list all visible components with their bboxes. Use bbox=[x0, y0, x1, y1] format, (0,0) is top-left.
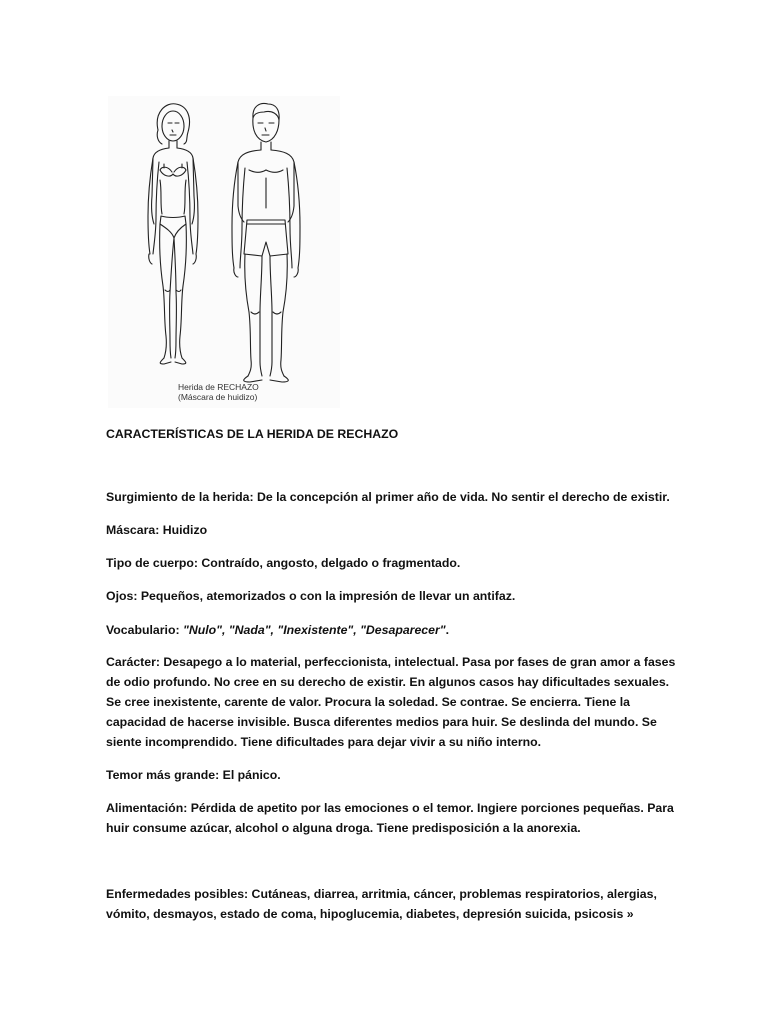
paragraph-enfermedades: Enfermedades posibles: Cutáneas, diarrea, arritmia, cáncer, problemas respiratorios, alergias, vómito, desmayos, estado de coma, hipoglucemia, diabetes, depresión suicida, psicosis » bbox=[106, 887, 657, 921]
vocabulario-words: "Nulo", "Nada", "Inexistente", "Desaparecer" bbox=[182, 623, 446, 637]
paragraph-temor: Temor más grande: El pánico. bbox=[106, 768, 281, 782]
paragraph-tipo-cuerpo: Tipo de cuerpo: Contraído, angosto, delgado o fragmentado. bbox=[106, 556, 461, 570]
paragraph-ojos: Ojos: Pequeños, atemorizados o con la impresión de llevar un antifaz. bbox=[106, 589, 516, 603]
caption-line-2: (Máscara de huidizo) bbox=[178, 392, 258, 402]
paragraph-alimentacion: Alimentación: Pérdida de apetito por las emociones o el temor. Ingiere porciones pequeñas. Para huir consume azúcar, alcohol o alguna droga. Tiene predisposición a la anorexia. bbox=[106, 801, 674, 835]
vocabulario-label: Vocabulario: bbox=[106, 623, 183, 637]
figures-drawing bbox=[108, 96, 340, 408]
woman-figure bbox=[148, 104, 198, 364]
paragraph-mascara: Máscara: Huidizo bbox=[106, 523, 208, 537]
paragraph-surgimiento: Surgimiento de la herida: De la concepción al primer año de vida. No sentir el derecho de existir. bbox=[106, 490, 670, 504]
section-heading: CARACTERÍSTICAS DE LA HERIDA DE RECHAZO bbox=[106, 427, 399, 441]
paragraph-caracter: Carácter: Desapego a lo material, perfeccionista, intelectual. Pasa por fases de gran amor a fases de odio profundo. No cree en su derecho de existir. En algunos casos hay dificultades sexuales. Se cree inexistente, carente de valor. Procura la soledad. Se contrae. Se encierra. Tiene la capacidad de hacerse invisible. Busca diferentes medios para huir. Se deslinda del mundo. Se siente incomprendido. Tiene dificultades para dejar vivir a su niño interno. bbox=[106, 655, 676, 749]
figure-caption bbox=[178, 382, 338, 402]
caption-line-1: Herida de RECHAZO bbox=[178, 382, 259, 392]
paragraph-vocabulario bbox=[106, 620, 684, 640]
vocabulario-end: . bbox=[445, 623, 450, 637]
man-figure bbox=[232, 104, 300, 382]
body-illustration bbox=[108, 96, 340, 408]
